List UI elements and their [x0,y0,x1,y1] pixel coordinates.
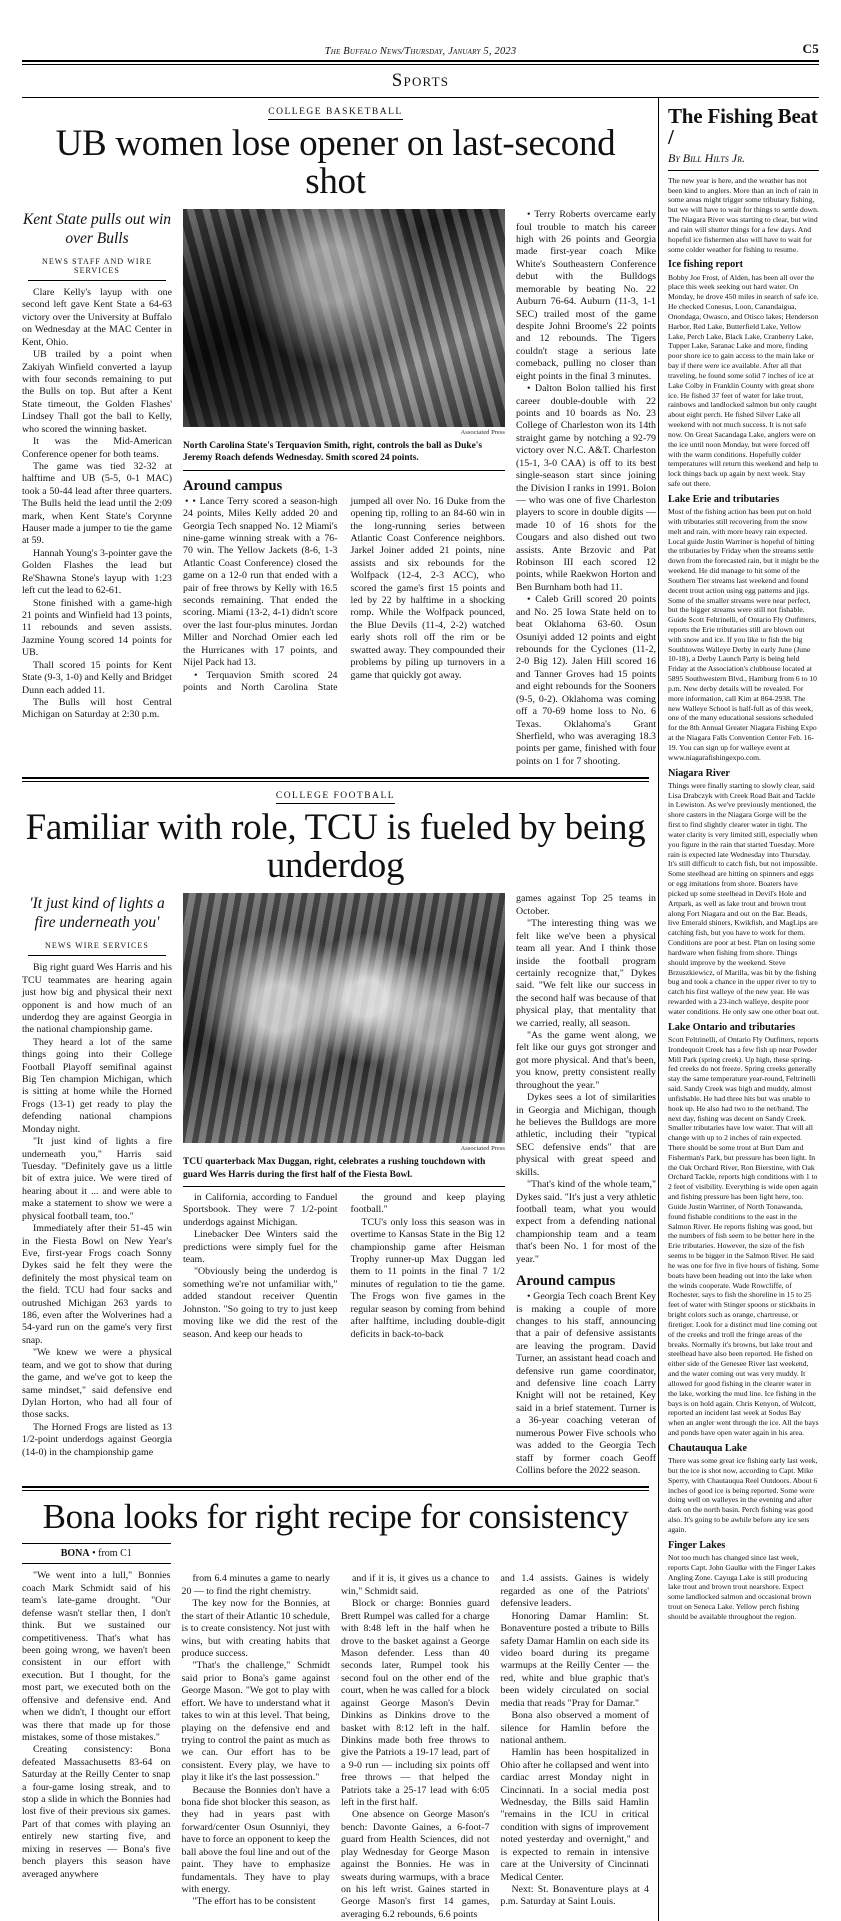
photo-tcu-duggan [183,893,505,1143]
paragraph: • Terry Roberts overcame early foul trouble to match his career high with 26 points and Georgia made first-year coach Mike White's Southeastern Conference debut with the Bulldogs memorable by beating No. 22 Auburn 76-64. Auburn (11-3, 1-1 SEC) trailed most of the game despite Johni Broome's 22 points and 12 rebounds. The Tigers couldn't stage a serious late comeback, pulling no closer than eight points in the final 3 minutes. [516,209,656,382]
football-photo-unit [183,893,505,1477]
paragraph: One absence on George Mason's bench: Davonte Gaines, a 6-foot-7 guard from Health Sciences, did not play Wednesday for George Mason against the Bonnies. He was in sweats during warmups, with a brace on his left wrist. Gaines started in George Mason's first 14 games, averaging 6.2 rebounds, 6.6 points [341,1809,490,1920]
article-college-basketball [22,107,656,768]
bona-col-3 [341,1543,490,1921]
article-bona [22,1499,649,1921]
continued-from-label [22,1543,171,1564]
basketball-col-1 [22,209,172,768]
basketball-col-3 [516,209,656,768]
paragraph: UB trailed by a point when Zakiyah Winfield converted a layup with four seconds remaining to put the Bulls on top. But after a Kent State timeout, the Golden Flashes' Lindsey Thall got the ball to Kelly, who scored the winning basket. [22,349,172,435]
byline-football: NEWS WIRE SERVICES [28,941,166,956]
paragraph: Hannah Young's 3-pointer gave the Golden Flashes the lead but Re'Shawna Stone's layup with 1:23 left cut the lead to 62-61. [22,547,172,597]
article-divider-1 [22,777,649,782]
football-lede-text [22,962,172,1459]
photo-credit: Associated Press [460,1145,505,1153]
headline-tcu: Familiar with role, TCU is fueled by being underdog [25,807,646,887]
dateline: The Buffalo News/Thursday, January 5, 2023 [324,46,517,57]
basketball-top-block [22,209,656,768]
kicker-label: COLLEGE FOOTBALL [276,791,395,804]
paragraph: Linebacker Dee Winters said the predictions were simply fuel for the team. [183,1229,338,1265]
paragraph: "We went into a lull," Bonnies coach Mark Schmidt said of his team's late-game drought. "Our defense wasn't stellar then, I don't think. But we sustained our competitiveness. That's what has been going wrong, we haven't been consistent in our effort with execution. But I thought, for the most part, we executed both on the offensive and defensive end. And when we didn't, I thought our effort was there that made up for those mistakes, some of those mistakes." [22,1570,171,1743]
paragraph: TCU's only loss this season was in overtime to Kansas State in the Big 12 championship game after Heisman Trophy runner-up Max Duggan led them to 11 points in the final 7 1/2 minutes of regulation to tie the game. The Frogs won five games in the regular season by coming from behind after halftime, including double-digit deficits in back-to-back [350,1216,505,1340]
paragraph: Next: St. Bonaventure plays at 4 p.m. Saturday at Saint Louis. [500,1884,649,1908]
article-divider-2 [22,1486,649,1491]
bona-block [22,1543,649,1921]
kicker-college-basketball [22,107,649,117]
paragraph: Big right guard Wes Harris and his TCU teammates are hearing again just how big and physical their next opponent is and how much of an underdog they are against Georgia in the national championship game. [22,962,172,1036]
fishing-section-heading: Finger Lakes [668,1539,726,1551]
bona-text-1 [22,1570,171,1881]
paragraph: There was some great ice fishing early last week, but the ice is shot now, according to Capt. Mike Sperry, with Chautauqua Reel Outdoors. About 6 inches of good ice is being reported. Some were doing well on walleyes in the evening and after dark on the north basin. Perch fishing was good also. It's going to be awhile before any ice sets again. [668,1456,818,1534]
football-col-4 [516,893,656,1477]
paragraph: Bobby Joe Frost, of Alden, has been all over the place this week seeking out hard water. On Monday, he drove 450 miles in search of safe ice. He checked Conesus, Loon, Canandaigua, Onondaga, Owasco, and Otisco lakes; Henderson Harbor, Red Lake, Butterfield Lake, Yellow Lake, Perch Lake, Black Lake, Cranberry Lake, Tupper Lake, Saranac Lake and more, finding poor shore ice to gain access to the main lake or bay if there were ice available. After all that traveling, he found some solid 7 inches of ice at Lake Colby in Franklin County with great shore ice. He fished 37 feet of water for lake trout, rainbows and landlocked salmon but only caught about eight perch. He fished Silver Lake all weekend with not much success. It is not safe now. On Great Sacandaga Lake, anglers were on the ice until noon Monday, but were forced off with the warm conditions. Hopefully colder temperatures will return this weekend and help to lock things back up again by next week. Stay safe out there. [668,272,819,489]
paragraph: • • Lance Terry scored a season-high 24 points, Miles Kelly added 20 and Georgia Tech snapped No. 12 Miami's nine-game winning streak with a 76-70 win. The Yellow Jackets (8-6, 1-3 Atlantic Coast Conference) closed the game on a 12-0 run that ended with a pair of free throws by Kelly with 16.5 seconds remaining. That ended the scoring. Miami (13-2, 4-1) didn't score over the last four-plus minutes. Jordan Miller and Norchad Omier each led the Hurricanes with 17 points, and Nijel Pack had 13. [183,496,338,670]
fishing-beat-body [668,176,819,1622]
football-mid-text [183,1192,505,1341]
basketball-lede-text [22,287,172,722]
around-campus-heading-football: Around campus [516,1273,616,1290]
paragraph: games against Top 25 teams in October. [516,893,656,917]
paragraph: Because the Bonnies don't have a bona fide shot blocker this season, as they had in years past with forward/center Osun Osunniyi, they have to force an opponent to keep the ball above the foul line and out of the paint. They have to emphasize fundamentals. They have to play with energy. [181,1784,330,1895]
paragraph: "It just kind of lights a fire underneath you," Harris said Tuesday. "Definitely gave us a little bit of extra juice. We were tired of hearing about it ... and were able to make a statement to show we were a physical football team, too." [22,1136,172,1222]
paragraph: and if it is, it gives us a chance to win," Schmidt said. [341,1573,490,1597]
paragraph: "As the game went along, we felt like our guys got stronger and got more physical. And that's been, you know, pretty consistent really throughout the year." [516,1030,656,1091]
bona-text-4 [501,1573,650,1908]
fishing-section-heading: Lake Erie and tributaries [668,493,780,505]
paragraph: • Georgia Tech coach Brent Key is making a couple of more changes to his staff, announcing that a pair of defensive assistants are leaving the program. David Turner, an assistant head coach and defensive run game coordinator, and defensive line coach Larry Knight will not be retained, Key said in a brief statement. Turner is a 36-year coaching veteran of numerous Power Five schools who was added to the Georgia Tech staff by former coach Geoff Collins before the 2022 season. [516,1291,656,1476]
bona-text-3 [341,1573,490,1921]
fishing-section-heading: Chautauqua Lake [668,1442,747,1454]
photo-ncstate-duke [183,209,505,427]
section-banner [22,65,819,98]
photo-caption: North Carolina State's Terquavion Smith, right, controls the ball as Duke's Jeremy Roach defends Wednesday. Smith scored 24 points. [183,437,505,470]
basketball-photo-unit [183,209,505,768]
bona-col-2 [182,1543,331,1921]
fishing-section-heading: Ice fishing report [668,259,744,271]
paragraph: The game was tied 32-32 at halftime and UB (5-5, 0-1 MAC) took a 50-44 lead after three quarters. The Bulls held the lead until the 2:09 mark, when Kent State's Corynne Hauser made a jumper to tie the game at 59. [22,460,172,547]
around-campus-heading: Around campus [183,477,283,494]
fishing-beat-rail [658,98,819,1921]
paragraph: Clare Kelly's layup with one second left gave Kent State a 64-63 victory over the University at Buffalo on Wednesday at the MAC Center in Kent, Ohio. [22,287,172,348]
paragraph: They heard a lot of the same things going into their College Football Playoff semifinal against Big Ten champion Michigan, which is sitting at home while the Horned Frogs (13-1) get ready to play the defending national champions Monday night. [22,1036,172,1135]
paragraph: The Bulls will host Central Michigan on Saturday at 2:30 p.m. [22,696,172,721]
paragraph: Honoring Damar Hamlin: St. Bonaventure posted a tribute to Bills safety Damar Hamlin on each side its video board during its pregame warmups at the Reilly Center — the red, white and blue graphic that's been widely circulated on social media that reads "Pray for Damar." [500,1610,649,1709]
bona-text-2 [182,1573,331,1908]
paragraph: • Caleb Grill scored 20 points and No. 25 Iowa State held on to beat Oklahoma 63-60. Osun Osuniyi added 12 points and eight rebounds for the Cyclones (11-2, 2-0 Big 12). Jalen Hill scored 16 and Tanner Groves had 15 points and eight rebounds for the Sooners (9-5, 0-2). Oklahoma was coming off a 70-69 home loss to No. 6 Texas. Oklahoma's Grant Sherfield, who was averaging 18.3 points per game, finished with four points on 1 for 7 shooting. [516,594,656,767]
main-content [22,98,658,1921]
football-top-block [22,893,656,1477]
paragraph: "The effort has to be consistent [192,1896,316,1908]
section-title: Sports [391,70,450,91]
paragraph: The new year is here, and the weather has not been kind to anglers. More than an inch of rain in some areas might trigger some tributary fishing, but we will have to wait for things to settle down. The Niagara River was starting to clear, but wind and rain will shutter things for a few days. And hopeful ice fishermen also will have to wait for some colder weather for fishing to resume. [668,175,819,254]
photo-caption: TCU quarterback Max Duggan, right, celebrates a rushing touchdown with guard Wes Harris during the first half of the Fiesta Bowl. [183,1153,505,1186]
page-columns [22,98,819,1921]
headline-ub-women: UB women lose opener on last-second shot [55,123,616,203]
paragraph: It was the Mid-American Conference opener for both teams. [22,436,172,460]
paragraph: Stone finished with a game-high 21 points and Winfield had 13 points, 11 rebounds and seven assists. Jazmine Young scored 14 points for UB. [22,597,172,659]
kicker-college-football [22,791,649,801]
football-col-1 [22,893,172,1477]
page-folio: C5 [802,41,819,56]
paragraph: "That's kind of the whole team," Dykes said. "It's just a very athletic football team, what you would expect from a defending national championship team and a team that's been No. 1 for most of the year." [516,1179,656,1265]
paragraph: Not too much has changed since last week, reports Capt. John Gaulke with the Finger Lakes Angling Zone. Cayuga Lake is still producing lake trout and brown trout nearshore. Expect some landlocked salmon and occasional brown trout on Seneca Lake. Yellow perch fishing should be available throughout the region. [668,1552,816,1621]
byline-basketball: NEWS STAFF AND WIRE SERVICES [28,257,166,281]
paragraph: Hamlin has been hospitalized in Ohio after he collapsed and went into cardiac arrest Monday night in Cincinnati. In a social media post Wednesday, the Bills said Hamlin "remains in the ICU in critical condition with signs of improvement noted yesterday and overnight," and is expected to remain in intensive care at the University of Cincinnati Medical Center. [500,1747,649,1883]
fishing-beat-byline: By Bill Hilts Jr. [668,151,819,171]
football-around-campus-text [516,1291,656,1477]
paragraph: Dykes sees a lot of similarities in Georgia and Michigan, though he believes the Bulldogs are more athletic, including their "typical SEC defensive ends" that are physical with great speed and skills. [516,1092,656,1178]
bona-col-4 [501,1543,650,1921]
paragraph: The Horned Frogs are listed as 13 1/2-point underdogs against Georgia (14-0) in the championship game [22,1421,172,1458]
paragraph: "The interesting thing was we felt like we've been a physical team all year. And I think those inside the football program certainly recognize that," Dykes said. "We felt like our success in the second half was because of that physical play, that mentality that we carried, really, all season. [516,918,656,1029]
paragraph: Creating consistency: Bona defeated Massachusetts 83-64 on Saturday at the Reilly Center to snap a four-game losing streak, and to stop a slide in which the Bonnies had lost five of their previous six games. Part of that comes with playing an entirely new starting five, and mixing in reserves — Bona's five bench players this season have averaged anywhere [22,1744,171,1880]
paragraph: Block or charge: Bonnies guard Brett Rumpel was called for a charge with 8:48 left in the half when he drove to the basket against a George Mason defender. Less than 40 seconds later, Rumpel took his second foul on the other end of the court, when he was called for a block against George Mason's Devin Dinkins as Dinkins drove to the basket with 8:12 left in the half. Dinkins made both free throws to give the Patriots a 19-17 lead, part of a 9-0 run — including six points off free throws — that helped the Patriots take a 25-17 lead with 6:05 left in the first half. [341,1598,490,1809]
deck-kent-state: Kent State pulls out win over Bulls [22,211,172,248]
paragraph: Most of the fishing action has been put on hold with tributaries still recovering from the snow melt and rain, with more heavy rain expected. Local guide Justin Warriner is hopeful of hitting the tributaries by Friday when the streams settle down from the forecasted rain, but it might be the weekend. He did manage to hit some of the Southern Tier streams last weekend and found decent trout action using egg patterns and jigs. Some of the smaller streams were near perfect, but the bigger streams were still not fishable. Guide Scott Feltrinelli, of Ontario Fly Outfitters, reports the Erie tributaries still are blown out with snow and ice. If you like to fish the big Southtowns Walleye Derby in early June (June 10-18), a Derby Launch Party is being held Friday at the Association's clubhouse located at 5895 Southwestern Blvd., Hamburg from 6 to 10 p.m. New derby details will be revealed. For more information, call Kim at 864-2938. The new Walleye School is half-full as of this week, one of the many educational sessions scheduled for the 8th Annual Greater Niagara Fishing Expo at the Niagara Falls Convention Center Feb. 16-19. You can sign up for walleye event at www.niagarafishingexpo.com. [668,507,819,762]
paragraph: Immediately after their 51-45 win in the Fiesta Bowl on New Year's Eve, first-year Frogs coach Sonny Dykes said he felt they were the definitely the most physical team on the field. TCU had four sacks and outrushed Michigan 263 yards to 186, even after the Wolverines had a 54-yard run on the game's very first snap. [22,1223,172,1346]
basketball-briefs [516,209,656,768]
fishing-beat-title: The Fishing Beat / [668,104,818,150]
paragraph: • Dalton Bolon tallied his first career double-double with 22 points and 10 boards as No. 23 College of Charleston won its 14th straight game by notching a 92-79 victory over N.C. A&T. Charleston (15-1, 3-0 CAA) is off to its best single-season start since joining the Division I ranks in 1991. Bolon — who was one of five Charleston players to score in double digits — made 10 of 16 shots for the Cougars and also dished out two assists. Ante Brzovic and Pat Robinson III each scored 12 points, while Raekwon Horton and Ben Burnham both had 11. [516,383,656,593]
paragraph: Bona also observed a moment of silence for Hamlin before the national anthem. [500,1710,649,1746]
around-campus-text [183,496,505,695]
fishing-section-heading: Lake Ontario and tributaries [668,1021,796,1033]
paragraph: Thall scored 15 points for Kent State (9-3, 1-0) and Kelly and Bridget Dunn each added 11. [22,659,173,696]
deck-tcu: 'It just kind of lights a fire underneath you' [29,895,165,932]
paragraph: Scott Feltrinelli, of Ontario Fly Outfitters, reports Irondequoit Creek has a few fish up near Powder Mill Park (spring creek). Up high, these spring-fed creeks do not freeze. Spring creeks generally stay the same temperature year-round, Feltrinelli said. Sandy Creek was high and muddy, almost unfishable. He had three hits but was unable to hook up. He also had two to the net/hand. The next day, fishing was decent on Sandy Creek. Smaller tributaries have low water. That will all change with up to 2 inches of rain expected. There should be some trout at Burt Dam and Fisherman's Park, but pressure has been light. In the Oak Orchard River, Ron Bierstine, with Oak Orchard Tackle, reports high conditions with 1 to 2 feet of visibility. Everything is wide open again and fishing pressure has been light here, too. Guide Justin Warriner, of North Tonawanda, found fishable conditions to the east in the Salmon River. He reports fishing was good, but the numbers of fish seem to be better here in the Erie tributaries. However, the size of the fish seems to be bigger in the Salmon River. He said he was one for five in five hours of fishing. Some boats have been heading out into the lake when the winds cooperate. Wade Rowcliffe, of Rochester, says to fish the shoreline in 15 to 25 feet of water with Stinger spoons or stickbaits in bright colors such as orange, chartreuse, or firetiger. Look for a distinct mud line coming out of the creeks and troll the fringe areas of the breaks. Normally it's browns, but lake trout and steelhead have also been reported. He fished on either side of the Genesee River last weekend, and the water coming out was very muddy. It allowed for good fishing in the clearer water in the lake, working the mud line. Ice fishing in the bays is on hold again. Chris Kenyon, of Wolcott, reported an incident last week at Sodus Bay when an angler went through the ice. All the bays and ponds have open water again in his area. [668,1034,819,1437]
paragraph: "Obviously being the underdog is something we're not unfamiliar with," added standout receiver Quentin Johnston. "So going to try to just keep moving like we did the rest of the season. And keep our heads to [183,1266,338,1340]
paragraph: Things were finally starting to slowly clear, said Lisa Drabczyk with Creek Road Bait and Tackle in Lewiston. As we've previously mentioned, the shore casters in the Niagara Gorge will be the first to find slightly clearer water in tight. The water clarity is very limited still, especially when you figure in the rain that started Tuesday. More rain is expected late Wednesday into Thursday. It's still difficult to catch fish, but not impossible. Some steelhead are hitting on spinners and eggs or egg imitations from shore. Boaters have picked up some steelhead in Devil's Hole and Artpark, as well as lake trout and brown trout along Fort Niagara and out on the Bar. Beads, live Emerald shiners, Kwikfish, and MagLips are catching fish, but you have to work for them. Conditions are poor at best. Plan on losing some hardware when fishing from shore. Things should improve by the weekend. Steve Brzuszkiewicz, of Marilla, was bit by the fishing bug and took a chance in the upper river to try to catch his first walleye of the new year. He was rewarded with a 23-inch walleye, despite poor water conditions. He only saw one other boat out. [668,780,819,1016]
continued-section: BONA [60,1548,90,1560]
paragraph: the ground and keep playing football." [350,1191,505,1216]
paragraph: The key now for the Bonnies, at the start of their Atlantic 10 schedule, is to create consistency. Not just with wins, but with creating habits that produce success. [181,1598,330,1659]
bona-col-1 [22,1543,171,1921]
kicker-label: COLLEGE BASKETBALL [268,107,402,120]
article-college-football [22,791,656,1477]
paragraph: • Terquavion Smith scored 24 points and North Carolina State jumped all over No. 16 Duke from the opening tip, rolling to an 84-60 win in the long-running series between Atlantic Coast Conference neighbors. Jarkel Joiner added 21 points, nine assists and six rebounds for the Wolfpack (12-4, 2-3 ACC), who scored the game's first 15 points and led by 22 by halftime in a shocking romp. While the Wolfpack pounced, the Blue Devils (11-4, 2-2) watched early shots roll off the rim or be swatted away. They compounded their problems by piling up turnovers in a game that quickly got away. [183,495,505,693]
paragraph: from 6.4 minutes a game to nearly 20 — to find the right chemistry. [181,1573,330,1597]
football-right-text [516,893,656,1266]
masthead [22,0,819,60]
paragraph: in California, according to Fanduel Sportsbook. They were 7 1/2-point underdogs against Michigan. [183,1191,338,1228]
fishing-section-heading: Niagara River [668,767,730,779]
paragraph: "That's the challenge," Schmidt said prior to Bona's game against George Mason. "We got to play with effort. We have to understand what it takes to win at this level. That being, playing on the defensive end and trying to control the paint as much as we can. Our effort has to be consistent. Every play, we have to play it like it's the last possession." [181,1660,330,1784]
paragraph: and 1.4 assists. Gaines is widely regarded as one of the Patriots' defensive leaders. [500,1573,649,1610]
photo-credit: Associated Press [460,429,505,437]
headline-bona: Bona looks for right recipe for consistency [42,1497,629,1537]
continued-origin: • from C1 [92,1548,132,1560]
paragraph: "We knew we were a physical team, and we got to show that during the game, and we've got to keep the same mindset," said defensive end Dylan Horton, who had all four of those sacks. [22,1347,172,1421]
